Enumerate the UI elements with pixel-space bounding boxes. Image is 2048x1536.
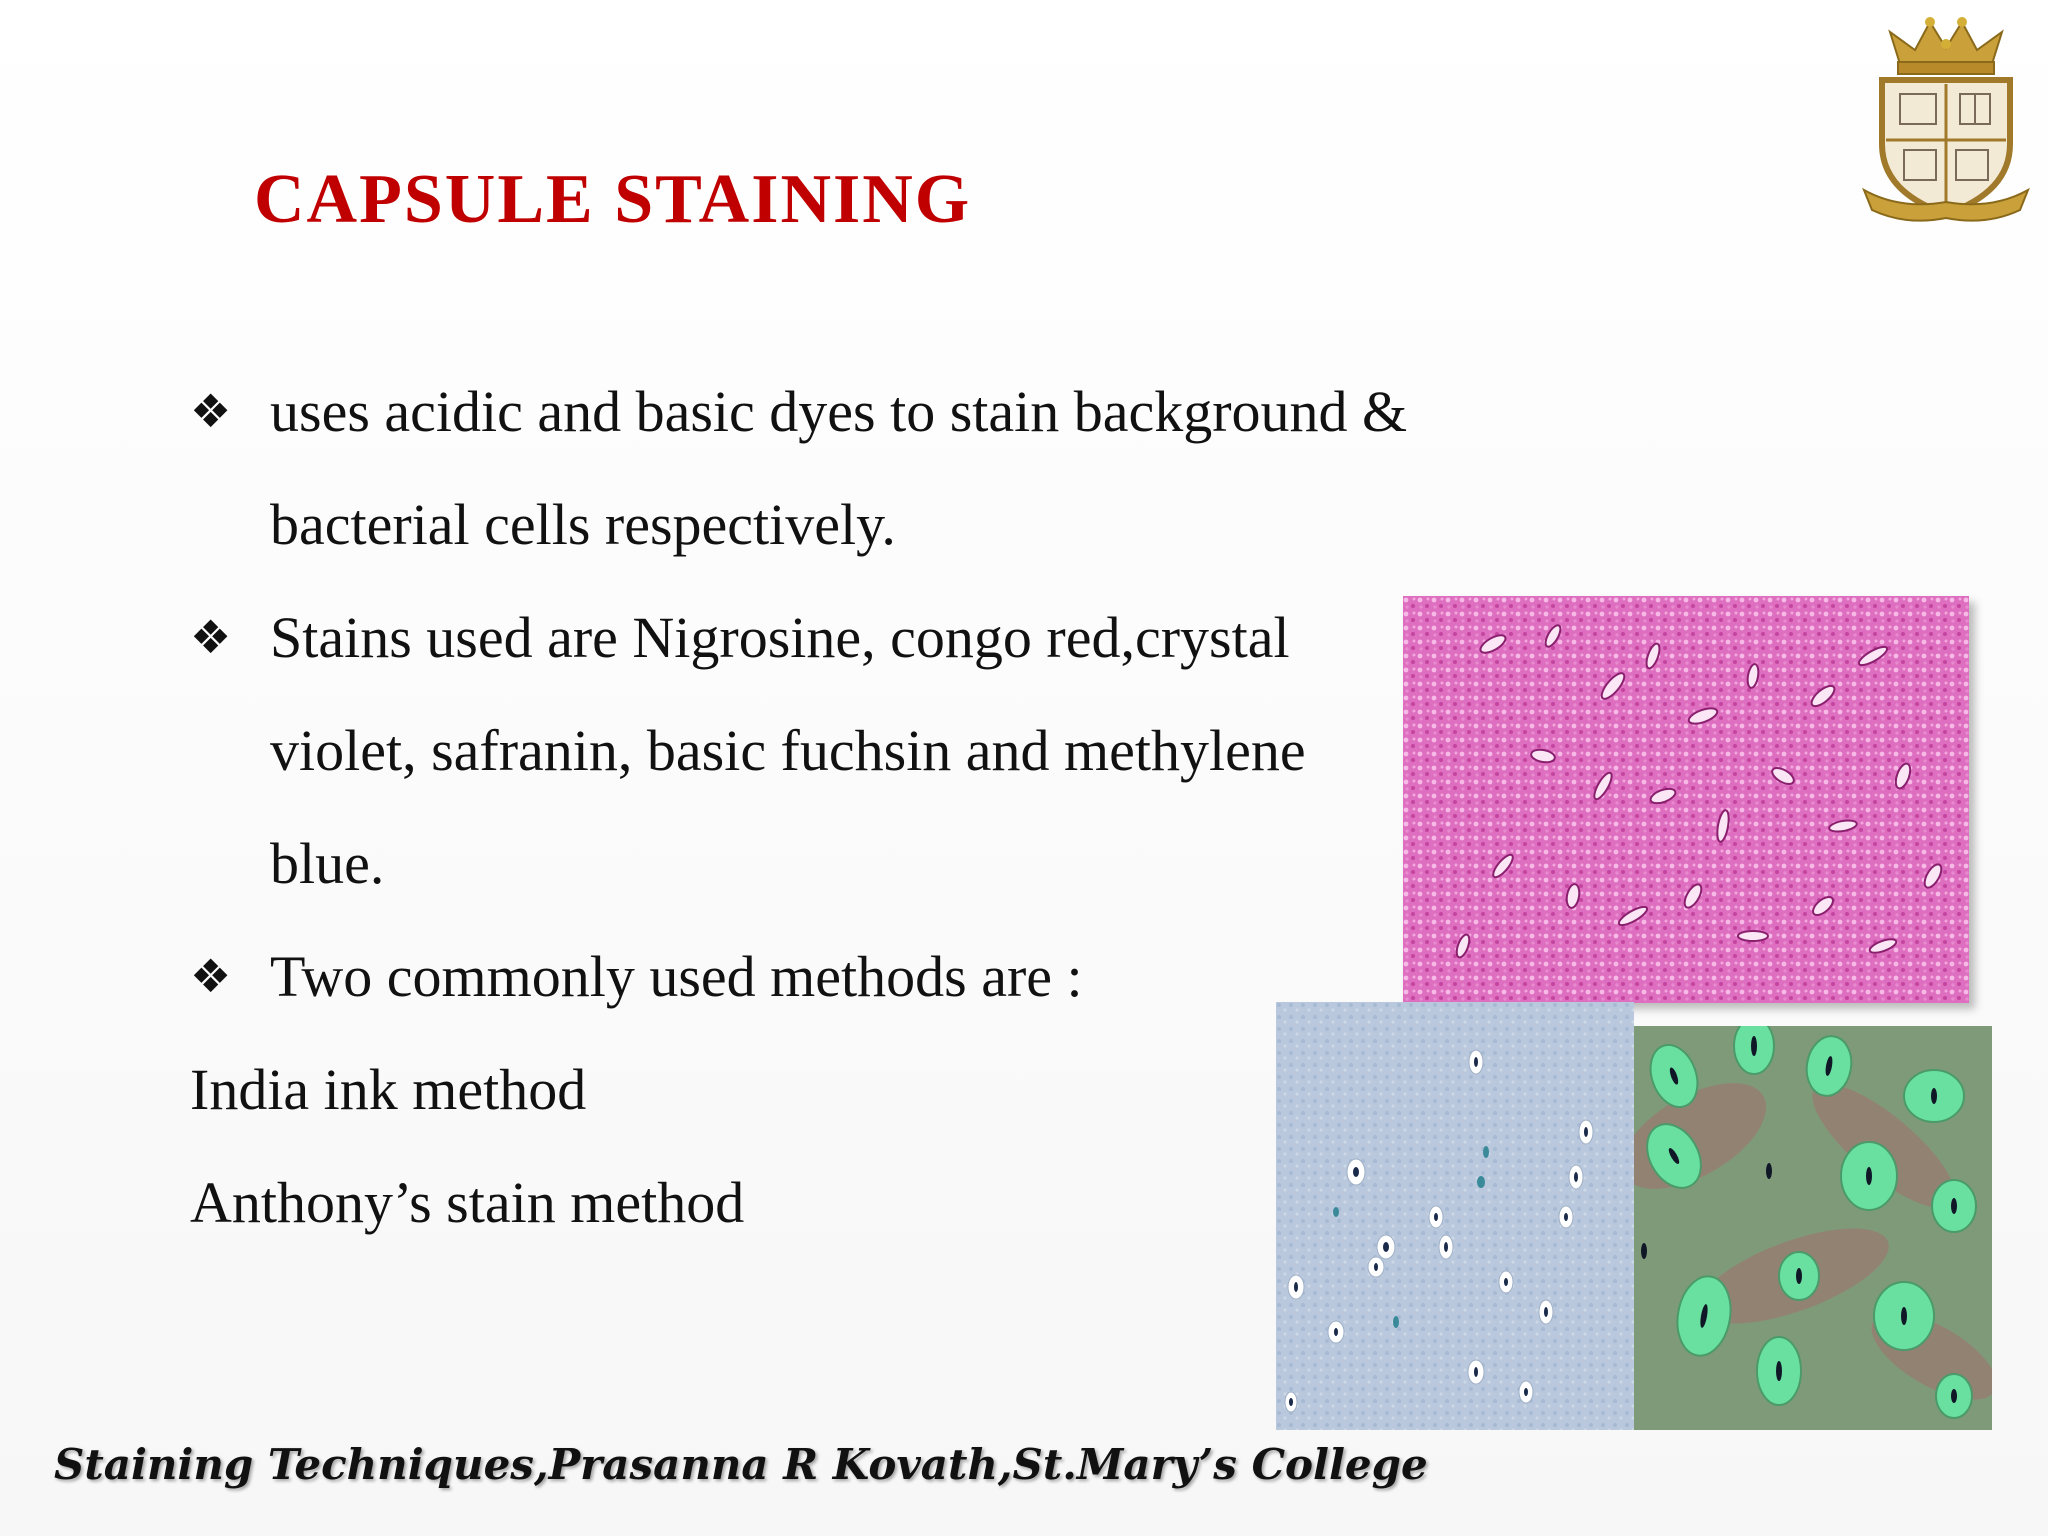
- method-anthony-stain: Anthony’s stain method: [190, 1170, 745, 1235]
- bullet-line: bacterial cells respectively.: [270, 492, 896, 557]
- method-india-ink: India ink method: [190, 1057, 587, 1122]
- micrograph-anthony-stain-image: [1634, 1026, 1992, 1430]
- slide-title: CAPSULE STAINING: [254, 161, 972, 238]
- slide-footer: Staining Techniques,Prasanna R Kovath,St.Mary’s College: [54, 1440, 1428, 1489]
- four-diamond-bullet-icon: ❖: [190, 949, 232, 1003]
- four-diamond-bullet-icon: ❖: [190, 610, 232, 664]
- bullet-item: [190, 581, 1490, 920]
- bullet-line: uses acidic and basic dyes to stain background &: [270, 379, 1408, 444]
- micrograph-pink-image: [1403, 596, 1969, 1003]
- bullet-item: [190, 355, 1490, 581]
- bullet-line: violet, safranin, basic fuchsin and methylene: [270, 718, 1306, 783]
- bullet-line: Two commonly used methods are :: [270, 944, 1083, 1009]
- bullet-line: blue.: [270, 831, 385, 896]
- bullet-line: Stains used are Nigrosine, congo red,crystal: [270, 605, 1290, 670]
- college-crest-logo: [1860, 14, 2032, 226]
- four-diamond-bullet-icon: ❖: [190, 384, 232, 438]
- micrograph-india-ink-image: [1276, 1002, 1634, 1430]
